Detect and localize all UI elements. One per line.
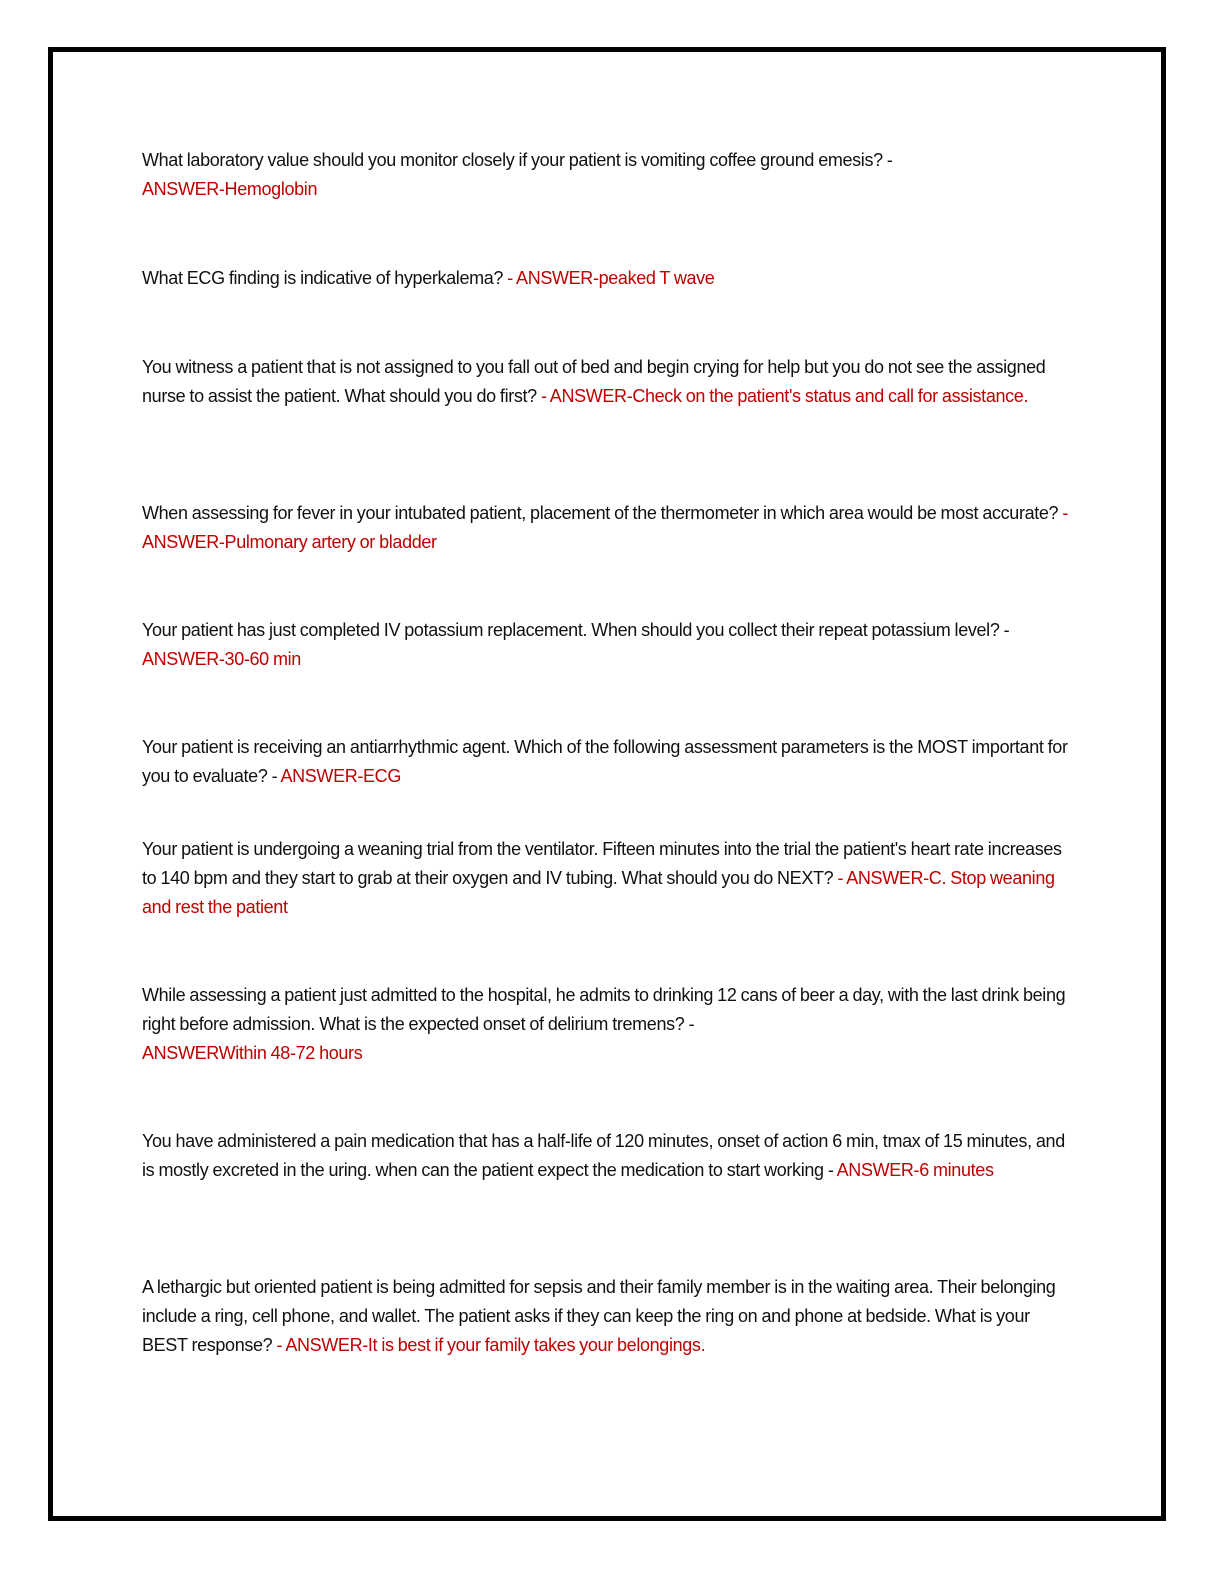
answer-text: - ANSWER-It is best if your family takes your belongings. — [276, 1335, 706, 1355]
question-text: Your patient is undergoing a weaning trial from the ventilator. Fifteen minutes into the trial the patient's heart rate increases to 140 bpm and they start to grab at their oxygen and IV tubing. What should you do NEXT? — [142, 839, 1062, 888]
question-text: What ECG finding is indicative of hyperkalema? — [142, 268, 504, 288]
qa-item — [142, 1127, 1077, 1185]
answer-text: ANSWER-Hemoglobin — [142, 179, 318, 199]
question-text: While assessing a patient just admitted to the hospital, he admits to drinking 12 cans of beer a day, with the last drink being right before admission. What is the expected onset of delirium tremens? - — [142, 985, 1066, 1034]
question-text: You have administered a pain medication that has a half-life of 120 minutes, onset of action 6 min, tmax of 15 minutes, and is mostly excreted in the uring. when can the patient expect the medication to start working - — [142, 1131, 1065, 1180]
answer-text: - ANSWER-Check on the patient's status and call for assistance. — [540, 386, 1029, 406]
question-text: What laboratory value should you monitor closely if your patient is vomiting coffee ground emesis? - — [142, 150, 893, 170]
qa-item — [142, 146, 1077, 204]
answer-text: ANSWER-6 minutes — [836, 1160, 994, 1180]
question-text: Your patient has just completed IV potassium replacement. When should you collect their repeat potassium level? - — [142, 620, 1010, 640]
question-text: You witness a patient that is not assigned to you fall out of bed and begin crying for help but you do not see the assigned nurse to assist the patient. What should you do first? — [142, 357, 1046, 406]
answer-text: - ANSWER-C. Stop weaning and rest the patient — [142, 868, 1055, 917]
qa-item — [142, 264, 1077, 293]
qa-item — [142, 353, 1077, 411]
qa-item — [142, 981, 1077, 1068]
qa-item — [142, 1273, 1077, 1360]
question-text: A lethargic but oriented patient is being admitted for sepsis and their family member is in the waiting area. Their belonging include a ring, cell phone, and wallet. The patient asks if they can keep the ring on and phone at bedside. What is your BEST response? — [142, 1277, 1056, 1355]
qa-item — [142, 733, 1077, 791]
qa-item — [142, 835, 1077, 922]
answer-text: - ANSWER-peaked T wave — [507, 268, 715, 288]
qa-item — [142, 499, 1077, 557]
question-text: When assessing for fever in your intubated patient, placement of the thermometer in which area would be most accurate? — [142, 503, 1059, 523]
answer-text: - ANSWER-Pulmonary artery or bladder — [142, 503, 1069, 552]
qa-item — [142, 616, 1077, 674]
answer-text: ANSWERWithin 48-72 hours — [142, 1043, 363, 1063]
answer-text: ANSWER-30-60 min — [142, 649, 301, 669]
question-text: Your patient is receiving an antiarrhythmic agent. Which of the following assessment parameters is the MOST important for you to evaluate? - — [142, 737, 1068, 786]
answer-text: ANSWER-ECG — [280, 766, 401, 786]
